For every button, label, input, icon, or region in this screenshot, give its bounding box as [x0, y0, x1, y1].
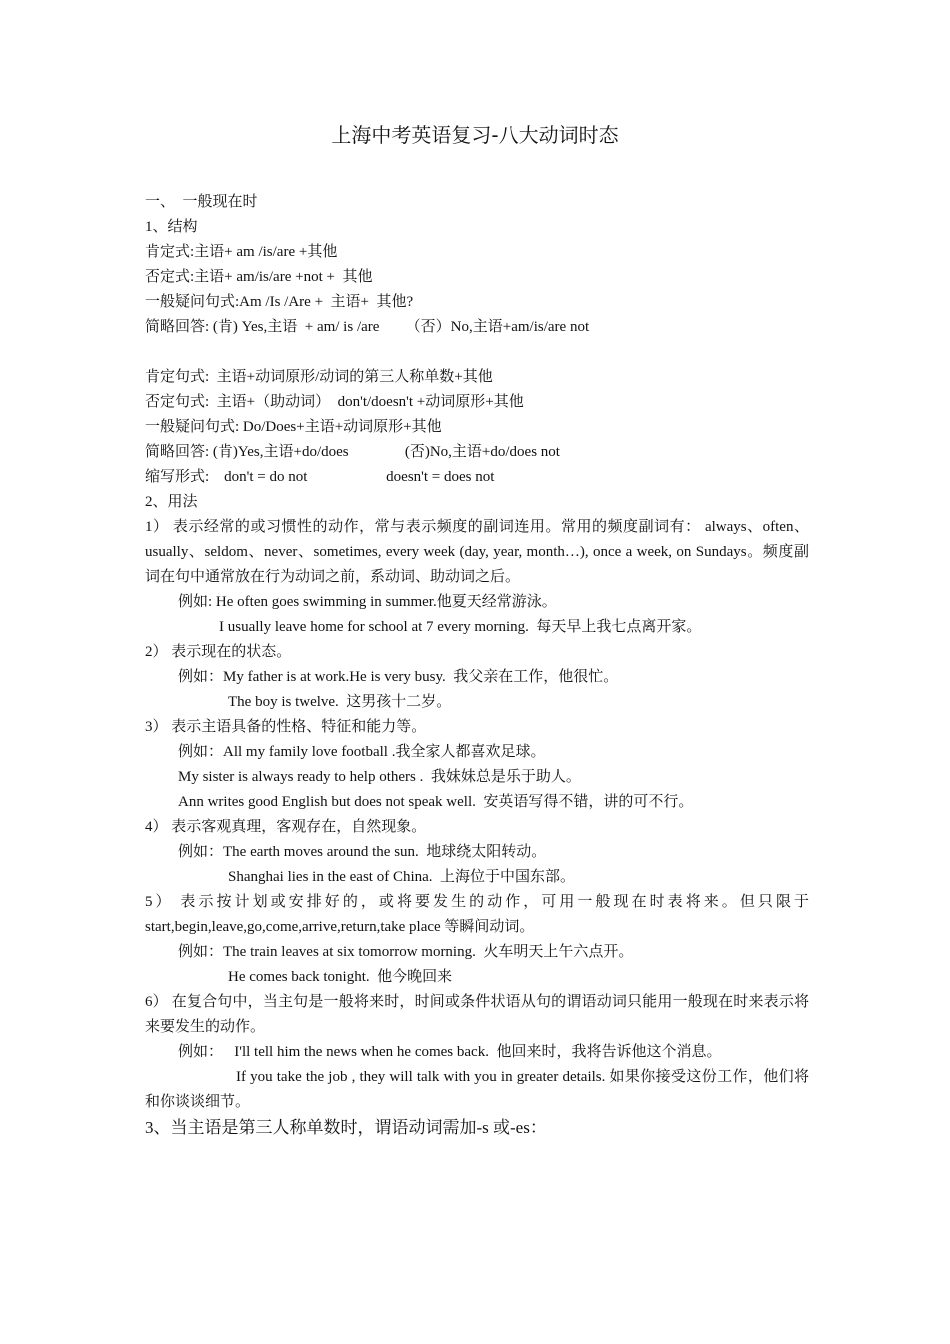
example-line: If you take the job , they will talk with you in greater details. 如果你接受这份工作，他们将和你谈谈细节。 [145, 1069, 809, 1110]
text-line: 否定式:主语+ am/is/are +not + 其他 [145, 269, 373, 285]
text-line: 缩写形式: don't = do not doesn't = does not [145, 469, 495, 485]
example-line: Shanghai lies in the east of China. 上海位于中国东部。 [228, 869, 576, 885]
text-line: 简略回答: (肯)Yes,主语+do/does (否)No,主语+do/does not [145, 444, 560, 460]
usage-heading: 2） 表示现在的状态。 [145, 644, 292, 660]
blank-line [145, 340, 809, 365]
example-line: 例如：All my family love football .我全家人都喜欢足球。 [178, 744, 546, 760]
example-line: 例如：The train leaves at six tomorrow morning. 火车明天上午六点开。 [178, 944, 634, 960]
usage-heading: 4） 表示客观真理，客观存在，自然现象。 [145, 819, 427, 835]
text-line: 简略回答: (肯) Yes,主语 + am/ is /are （否）No,主语+am/is/are not [145, 319, 590, 335]
section-heading: 一、 一般现在时 [145, 194, 258, 210]
text-line: 一般疑问句式:Am /Is /Are + 主语+ 其他? [145, 294, 414, 310]
example-line: 例如：My father is at work.He is very busy. 我父亲在工作，他很忙。 [178, 669, 619, 685]
example-line: Ann writes good English but does not speak well. 安英语写得不错，讲的可不行。 [178, 794, 694, 810]
subsection-heading: 1、结构 [145, 219, 198, 235]
example-line: 例如: He often goes swimming in summer.他夏天经常游泳。 [178, 594, 557, 610]
text-line: 一般疑问句式: Do/Does+主语+动词原形+其他 [145, 419, 442, 435]
document-title: 上海中考英语复习-八大动词时态 [331, 123, 619, 147]
usage-paragraph: 6） 在复合句中，当主句是一般将来时，时间或条件状语从句的谓语动词只能用一般现在时来表示将来要发生的动作。 [145, 994, 809, 1035]
example-line: The boy is twelve. 这男孩十二岁。 [228, 694, 452, 710]
usage-heading: 3） 表示主语具备的性格、特征和能力等。 [145, 719, 427, 735]
text-line: 肯定句式: 主语+动词原形/动词的第三人称单数+其他 [145, 369, 493, 385]
text-line: 肯定式:主语+ am /is/are +其他 [145, 244, 338, 260]
usage-paragraph: 1） 表示经常的或习惯性的动作，常与表示频度的副词连用。常用的频度副词有： always、often、 usually、seldom、never、sometimes, every week (day, year, month…), once a week, on Sundays。频度副词在句中通常放在行为动词之前，系动词、助动词之后。 [145, 519, 809, 585]
subsection-heading: 3、当主语是第三人称单数时，谓语动词需加-s 或-es： [145, 1118, 547, 1137]
example-line: 例如： I'll tell him the news when he comes back. 他回来时，我将告诉他这个消息。 [178, 1044, 722, 1060]
example-line: He comes back tonight. 他今晚回来 [228, 969, 453, 985]
example-line: I usually leave home for school at 7 every morning. 每天早上我七点离开家。 [219, 619, 702, 635]
usage-paragraph: 5） 表示按计划或安排好的，或将要发生的动作，可用一般现在时表将来。但只限于start,begin,leave,go,come,arrive,return,take place 等瞬间动词。 [145, 894, 809, 935]
example-line: My sister is always ready to help others . 我妹妹总是乐于助人。 [178, 769, 581, 785]
subsection-heading: 2、用法 [145, 494, 198, 510]
example-line: 例如：The earth moves around the sun. 地球绕太阳转动。 [178, 844, 547, 860]
document-body [145, 190, 809, 1140]
text-line: 否定句式: 主语+（助动词） don't/doesn't +动词原形+其他 [145, 394, 524, 410]
